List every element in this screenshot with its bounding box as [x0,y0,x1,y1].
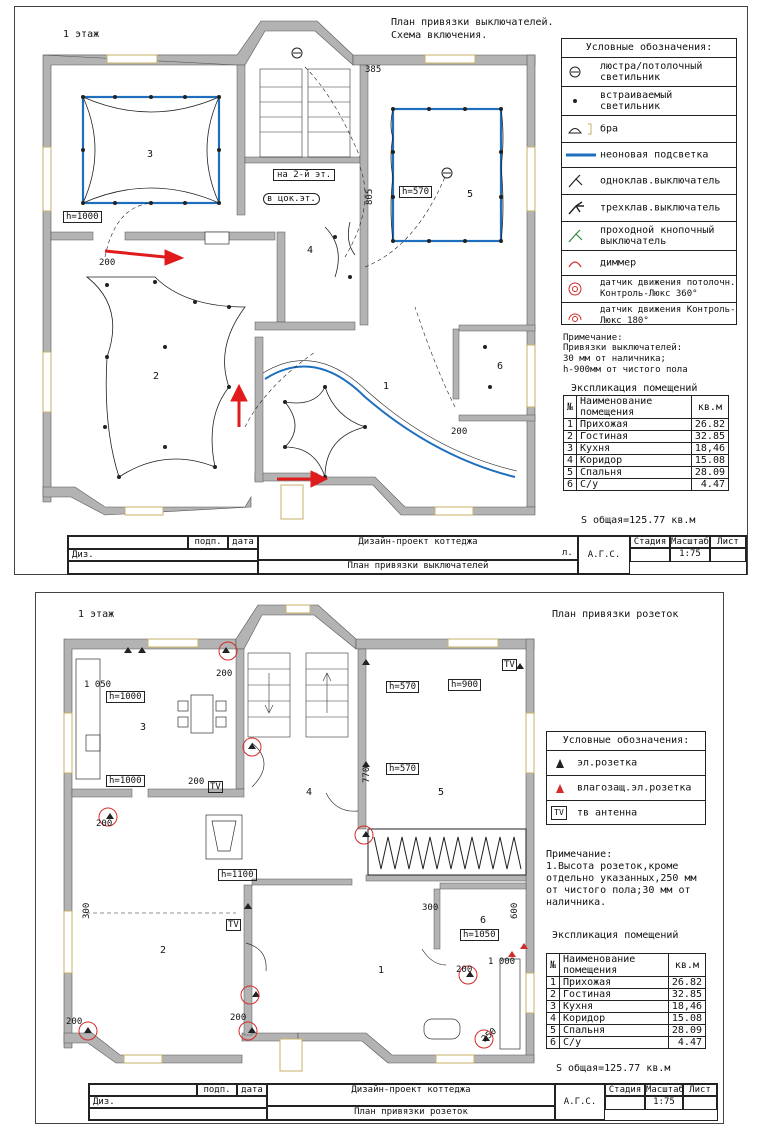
room-number: 3 [140,722,147,733]
sconce-icon [566,121,596,137]
note-title: Примечание: [563,333,623,343]
stair-up-label: на 2-й эт. [273,169,335,181]
tv-antenna-icon: TV [504,660,515,670]
legend-title: Условные обозначения: [562,735,690,746]
note-line: отдельно указанных,250 мм [546,873,697,884]
room-number: 4 [307,245,314,256]
dimension-label: 1 000 [488,957,516,967]
table-row: 1 Прихожая 26.82 [547,977,706,989]
table-row: 5 Спальня 28.09 [564,467,729,479]
dimension-label: h=570 [399,186,432,198]
dimension-label: h=1000 [106,775,145,787]
total-area: S общая=125.77 кв.м [581,515,696,526]
dimension-label: h=1000 [106,691,145,703]
dimension-label: 600 [510,902,520,919]
dimension-label: 200 [188,777,205,787]
note-line: наличника. [546,897,607,908]
triple-switch-icon [566,200,596,216]
outlet-plan-sheet [35,592,724,1124]
table-row: 3 Кухня 18,46 [564,443,729,455]
room-number: 3 [147,149,154,160]
dimension-label: 200 [66,1017,83,1027]
recessed-light-icon [566,93,596,109]
table-row: 3 Кухня 18,46 [547,1001,706,1013]
legend-row: проходной кнопочный выключатель [562,221,736,250]
table-row: 6 С/у 4.47 [564,479,729,491]
dimension-label: 200 [99,258,116,268]
dimension-label: h=1100 [218,869,257,881]
table-row: 4 Коридор 15.08 [547,1013,706,1025]
total-area: S общая=125.77 кв.м [556,1063,671,1074]
dimension-label: 200 [451,427,468,437]
floor-label: 1 этаж [63,29,100,40]
sheet-title: План привязки розеток [552,609,679,620]
stair-down-label: в цок.эт. [263,193,320,205]
outlet-floor-plan [36,593,536,1073]
tv-antenna-icon: TV [210,782,221,792]
table-row: 1 Прихожая 26.82 [564,419,729,431]
legend-row: одноклав.выключатель [562,167,736,194]
legend-row: неоновая подсветка [562,142,736,167]
table-row: 4 Коридор 15.08 [564,455,729,467]
room-number: 6 [480,915,487,926]
explication-table: № Наименование помещения кв.м 1 Прихожая 26.82 2 Гостиная 32.85 3 Кухня 18,46 4 Коридор 15.08 5 Спальня 28.09 6 С/у 4.47 [563,395,729,491]
dimension-label: 250 [480,1026,499,1045]
legend-row: диммер [562,250,736,275]
dimension-label: 385 [365,65,382,75]
explication-title: Экспликация помещений [552,930,679,941]
legend-row: встраиваемый светильник [562,86,736,115]
note-line: 30 мм от наличника; [563,354,666,364]
legend-title: Условные обозначения: [585,42,713,53]
sheet-subtitle: Схема включения. [391,30,488,41]
room-number: 5 [467,189,474,200]
table-row: 2 Гостиная 32.85 [564,431,729,443]
dimension-label: h=570 [386,681,419,693]
legend [561,38,737,325]
dimension-label: h=570 [386,763,419,775]
tv-antenna-icon: TV [228,920,239,930]
explication-table: № Наименование помещения кв.м 1 Прихожая 26.82 2 Гостиная 32.85 3 Кухня 18,46 4 Коридор 15.08 5 Спальня 28.09 6 С/у 4.47 [546,953,706,1049]
legend-row: датчик движения потолочн. Контроль-Люкс 360° [562,275,736,302]
table-row: 5 Спальня 28.09 [547,1025,706,1037]
neon-line-icon [566,147,596,163]
dimension-label: h=1000 [63,211,102,223]
room-number: 1 [383,381,390,392]
pass-switch-icon [566,228,596,244]
switch-floor-plan [15,7,555,527]
title-block: подп. дата Диз. Дизайн-проект коттеджа План привязки выключателей А.Г.С. Стадия Масштаб Лист 1:75 л. [67,535,747,575]
note-line: от чистого пола;30 мм от [546,885,691,896]
sheet-title: План привязки выключателей. [391,17,554,28]
legend-row: TV тв антенна [547,800,705,825]
legend-row: трехклав.выключатель [562,194,736,221]
legend-row: бра [562,115,736,142]
dimension-label: 805 [365,188,375,205]
legend-row: влагозащ.эл.розетка [547,775,705,800]
legend-row: эл.розетка [547,750,705,775]
legend [546,731,706,825]
dimension-label: 300 [422,903,439,913]
table-row: 6 С/у 4.47 [547,1037,706,1049]
dimension-label: 1 050 [84,680,112,690]
floor-label: 1 этаж [78,609,115,620]
room-number: 5 [438,787,445,798]
title-block: подп. дата Диз. Дизайн-проект коттеджа План привязки розеток А.Г.С. Стадия Масштаб Лист 1:75 [88,1083,718,1121]
note-line: 1.Высота розеток,кроме [546,861,679,872]
dimension-label: 200 [230,1013,247,1023]
motion-sensor-180-icon [566,308,596,324]
dimension-label: 300 [82,902,92,919]
dimension-label: 200 [96,819,113,829]
legend-row: датчик движения Контроль-Люкс 180° [562,302,736,329]
room-number: 1 [378,965,385,976]
dimension-label: h=1050 [460,929,499,941]
room-number: 2 [160,945,167,956]
motion-sensor-360-icon [566,281,596,297]
legend-row: люстра/потолочный светильник [562,57,736,86]
dimension-label: 770 [362,766,372,783]
explication-title: Экспликация помещений [571,383,698,394]
dimmer-icon [566,255,596,271]
table-row: 2 Гостиная 32.85 [547,989,706,1001]
single-switch-icon [566,173,596,189]
switch-plan-sheet [14,6,748,575]
dimension-label: 200 [216,669,233,679]
room-number: 2 [153,371,160,382]
dimension-label: 200 [456,965,473,975]
dimension-label: h=900 [448,679,481,691]
note-title: Примечание: [546,849,613,860]
tv-antenna-icon: TV [551,806,567,820]
note-line: Привязки выключателей: [563,343,683,353]
chandelier-icon [566,64,596,80]
note-line: h-900мм от чистого пола [563,365,688,375]
room-number: 6 [497,361,504,372]
room-number: 4 [306,787,313,798]
